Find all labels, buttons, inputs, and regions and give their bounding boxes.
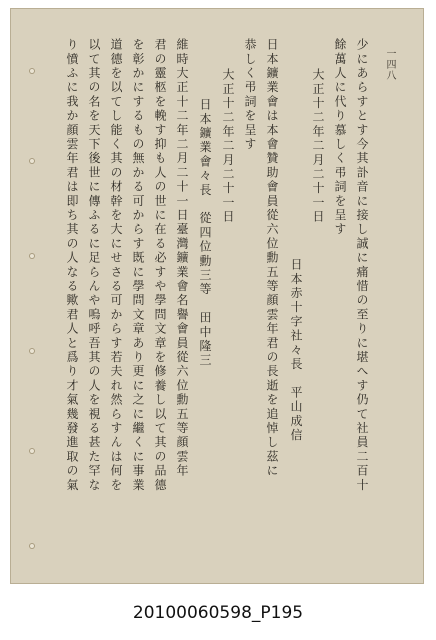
text-column: を彰かにするもの無かる可からす既に學問文章あり更に之に繼くに事業 xyxy=(131,38,145,493)
date-line: 大正十二年二月二十一日 xyxy=(221,68,235,225)
binding-hole xyxy=(29,253,35,259)
signature-line: 日本赤十字社々長 平山成信 xyxy=(289,258,303,443)
text-column: 維時大正十二年二月二十一日臺灣鑛業會名譽會員從六位勳五等顔雲年 xyxy=(175,38,189,479)
text-column: 日本鑛業會は本會贊助會員從六位勳五等顔雲年君の長逝を追悼し茲に xyxy=(265,38,279,479)
text-column: 少にあらすとす今其訃音に接し誠に痛惜の至りに堪へす仍て社員二百十 xyxy=(355,38,369,493)
binding-hole xyxy=(29,448,35,454)
date-line: 大正十二年二月二十一日 xyxy=(311,68,325,225)
page-number: 一四八 xyxy=(384,48,395,81)
document-page xyxy=(10,8,424,584)
text-column: 君の靈柩を輓す抑も人の世に在る必すや學問文章を修養し以て其の品德 xyxy=(153,38,167,493)
text-column: 餘萬人に代り慕しく弔詞を呈す xyxy=(333,38,347,237)
signature-line: 日本鑛業會々長 從四位勳三等 田中隆三 xyxy=(198,98,212,368)
text-column: 道德を以てし能く其の材幹を大にせさる可からす若夫れ然らすんは何を xyxy=(109,38,123,493)
text-column: 以て其の名を天下後世に傳ふるに足らんや嗚呼吾其の人を視る甚た罕な xyxy=(87,38,101,493)
text-column: 恭しく弔詞を呈す xyxy=(243,38,257,152)
binding-hole xyxy=(29,348,35,354)
binding-holes xyxy=(29,28,39,588)
text-column: り憤ふに我か顔雲年君は即ち其の人なる歟君人と爲り才氣幾發進取の氣 xyxy=(65,38,79,493)
image-caption: 20100060598_P195 xyxy=(132,603,304,623)
binding-hole xyxy=(29,68,35,74)
binding-hole xyxy=(29,543,35,549)
binding-hole xyxy=(29,158,35,164)
